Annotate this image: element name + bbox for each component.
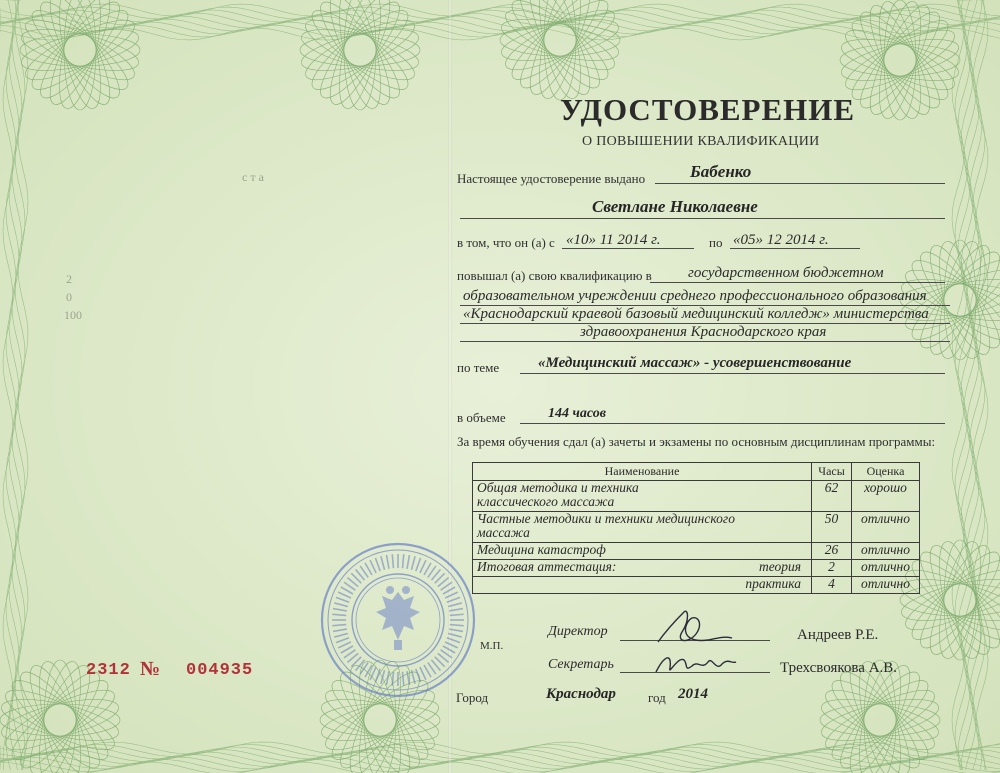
discipline-name: Медицина катастроф (473, 543, 812, 560)
table-row (473, 560, 920, 577)
serial-sign: № (140, 658, 162, 680)
discipline-name-line: Частные методики и техники медицинского (477, 511, 735, 526)
header-grade: Оценка (852, 463, 920, 481)
underline (520, 423, 945, 424)
discipline-grade: отлично (852, 512, 920, 543)
institution-line-4: здравоохранения Краснодарского края (580, 324, 827, 340)
header-hours: Часы (812, 463, 852, 481)
institution-line-3: «Краснодарский краевой базовый медицинский колледж» министерства (463, 306, 929, 322)
discipline-hours: 50 (812, 512, 852, 543)
date-from: «10» 11 2014 г. (566, 232, 661, 248)
practice-label: практика (473, 577, 812, 594)
serial-number: 004935 (186, 661, 254, 680)
theory-grade: отлично (852, 560, 920, 577)
eagle-emblem-icon (376, 586, 420, 650)
institution-line-2: образовательном учреждении среднего профессионального образования (463, 288, 927, 304)
secretary-name: Трехсвоякова А.В. (780, 660, 898, 676)
practice-hours: 4 (812, 577, 852, 594)
recipient-surname: Бабенко (690, 162, 752, 181)
table-row (473, 512, 920, 543)
grades-table (472, 462, 920, 594)
recipient-name: Светлане Николаевне (592, 197, 758, 216)
exams-label: За время обучения сдал (а) зачеты и экзамены по основным дисциплинам программы: (457, 434, 936, 449)
practice-grade: отлично (852, 577, 920, 594)
official-stamp (318, 540, 478, 700)
date-to: «05» 12 2014 г. (733, 232, 829, 248)
issued-to-label: Настоящее удостоверение выдано (457, 171, 646, 186)
faint-mark: 100 (64, 308, 82, 322)
underline (460, 341, 950, 342)
theory-label: теория (758, 559, 802, 574)
discipline-grade: хорошо (852, 481, 920, 512)
year-label: год (648, 690, 666, 705)
volume-label: в объеме (457, 410, 506, 425)
discipline-hours: 26 (812, 543, 852, 560)
faint-mark: с т а (242, 170, 264, 184)
serial-series: 2312 (86, 661, 131, 680)
header-name: Наименование (473, 463, 812, 481)
underline (730, 248, 860, 249)
city-label: Город (456, 690, 489, 705)
final-attestation (473, 560, 812, 577)
discipline-name (473, 481, 812, 512)
table-row (473, 577, 920, 594)
final-attestation-label: Итоговая аттестация: (477, 559, 617, 574)
document-title: УДОСТОВЕРЕНИЕ (560, 92, 856, 127)
year-value: 2014 (678, 686, 708, 702)
faint-mark: 0 (66, 290, 72, 304)
period-label: в том, что он (а) с (457, 235, 555, 250)
institution-line-1: государственном бюджетном (688, 265, 884, 281)
discipline-grade: отлично (852, 543, 920, 560)
to-label: по (709, 235, 723, 250)
discipline-name-line: массажа (477, 525, 530, 540)
secretary-label: Секретарь (548, 657, 614, 672)
topic-label: по теме (457, 360, 500, 375)
underline (650, 282, 945, 283)
table-row (473, 481, 920, 512)
underline (460, 218, 945, 219)
course-volume: 144 часов (548, 406, 606, 421)
discipline-name-line: Общая методика и техника (477, 480, 639, 495)
director-name: Андреев Р.Е. (797, 627, 879, 643)
faint-mark: 2 (66, 272, 72, 286)
secretary-signature (650, 642, 740, 682)
seal-label: М.П. (480, 640, 504, 652)
course-topic: «Медицинский массаж» - усовершенствование (538, 355, 852, 371)
city-value: Краснодар (546, 686, 616, 702)
discipline-hours: 62 (812, 481, 852, 512)
qualification-label: повышал (а) свою квалификацию в (457, 268, 652, 283)
table-row (473, 543, 920, 560)
theory-hours: 2 (812, 560, 852, 577)
discipline-name (473, 512, 812, 543)
discipline-name-line: классического массажа (477, 494, 615, 509)
underline (655, 183, 945, 184)
document-subtitle: О ПОВЫШЕНИИ КВАЛИФИКАЦИИ (582, 134, 820, 149)
underline (562, 248, 694, 249)
table-header-row (473, 463, 920, 481)
director-label: Директор (548, 624, 608, 639)
underline (520, 373, 945, 374)
